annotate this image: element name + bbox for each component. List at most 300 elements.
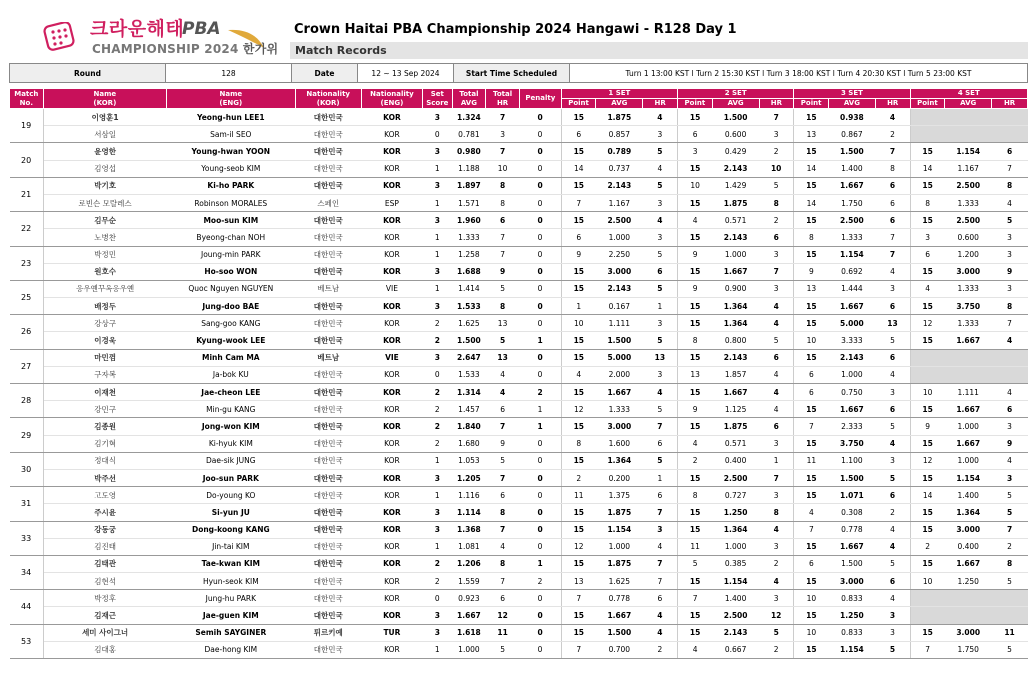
set4-hr: 4 [992,332,1028,349]
penalty: 0 [519,521,561,538]
set4-avg: 3.000 [945,521,992,538]
table-row [10,109,1028,126]
col-match-no [10,89,44,109]
date-label: Date [292,64,358,83]
total-avg: 0.980 [452,143,486,160]
match-number: 21 [10,177,44,211]
set3-avg: 1.154 [828,641,875,658]
set3-point: 9 [794,263,829,280]
col-namekor-l2: (KOR) [93,98,117,107]
nationality-kor: 대한민국 [295,401,361,418]
set4-hr: 5 [992,504,1028,521]
nationality-eng: KOR [361,521,422,538]
set2-avg: 0.900 [712,280,759,297]
set4-point [910,126,945,143]
set4-avg: 1.333 [945,194,992,211]
set4-avg [945,109,992,126]
nationality-kor: 대한민국 [295,504,361,521]
set2-point: 7 [678,590,713,607]
total-avg: 1.053 [452,452,486,469]
set4-point: 14 [910,160,945,177]
col-set-4: 4 SET [910,89,1027,99]
col-setscore-l1: Set [430,89,444,98]
set2-hr: 10 [759,160,794,177]
player-name-eng: Sang-goo KANG [167,315,296,332]
set3-avg: 1.500 [828,555,875,572]
set4-avg: 3.750 [945,298,992,315]
set3-point: 14 [794,194,829,211]
set3-avg: 1.400 [828,160,875,177]
match-number: 19 [10,109,44,143]
set2-avg: 1.429 [712,177,759,194]
set1-point: 15 [561,263,596,280]
player-name-eng: Si-yun JU [167,504,296,521]
penalty: 0 [519,349,561,366]
set3-hr: 3 [875,607,910,624]
col-set3-hr: HR [875,99,910,109]
nationality-eng: KOR [361,469,422,486]
total-hr: 10 [486,160,520,177]
set2-avg: 1.125 [712,401,759,418]
total-avg: 1.333 [452,229,486,246]
set2-hr: 4 [759,573,794,590]
total-avg: 1.500 [452,332,486,349]
set2-point: 8 [678,487,713,504]
set-score: 1 [423,487,453,504]
nationality-kor: 대한민국 [295,452,361,469]
set2-point: 15 [678,573,713,590]
nationality-eng: KOR [361,573,422,590]
set2-hr: 4 [759,401,794,418]
set3-avg: 1.154 [828,246,875,263]
nationality-kor: 스페인 [295,194,361,211]
nationality-kor: 대한민국 [295,607,361,624]
set2-avg: 2.143 [712,349,759,366]
set3-point: 6 [794,366,829,383]
set3-point: 15 [794,349,829,366]
nationality-eng: KOR [361,315,422,332]
col-totalhr-l2: HR [496,98,509,107]
nationality-eng: KOR [361,246,422,263]
set4-avg: 1.000 [945,452,992,469]
set4-point: 15 [910,521,945,538]
penalty: 0 [519,246,561,263]
set1-hr: 7 [643,555,678,572]
player-name-kor: 고도영 [43,487,166,504]
nationality-kor: 대한민국 [295,590,361,607]
nationality-kor: 대한민국 [295,177,361,194]
set2-avg: 2.500 [712,607,759,624]
set2-avg: 2.143 [712,160,759,177]
table-row [10,469,1028,486]
set3-avg: 1.444 [828,280,875,297]
table-row [10,332,1028,349]
set1-hr: 3 [643,194,678,211]
penalty: 1 [519,401,561,418]
set2-hr: 7 [759,469,794,486]
total-avg: 1.960 [452,212,486,229]
set2-hr: 4 [759,384,794,401]
set4-point: 2 [910,538,945,555]
match-number: 33 [10,521,44,555]
set1-avg: 1.875 [596,109,643,126]
set1-hr: 5 [643,332,678,349]
set1-avg: 0.789 [596,143,643,160]
col-set3-avg: AVG [828,99,875,109]
set2-point: 9 [678,401,713,418]
nationality-kor: 대한민국 [295,315,361,332]
set4-point: 7 [910,641,945,658]
total-avg: 1.206 [452,555,486,572]
set1-avg: 1.000 [596,538,643,555]
nationality-eng: KOR [361,487,422,504]
total-avg: 1.897 [452,177,486,194]
set2-point: 2 [678,452,713,469]
set1-point: 15 [561,418,596,435]
set3-avg: 5.000 [828,315,875,332]
player-name-kor: 김대홍 [43,641,166,658]
set2-point: 15 [678,109,713,126]
player-name-kor: 박정후 [43,590,166,607]
total-hr: 6 [486,487,520,504]
set2-hr: 7 [759,109,794,126]
set4-point: 15 [910,624,945,641]
player-name-kor: 마민껌 [43,349,166,366]
table-row [10,160,1028,177]
col-nameeng-l1: Name [219,89,243,98]
table-row [10,624,1028,641]
set3-avg: 1.667 [828,538,875,555]
set-score: 1 [423,452,453,469]
total-hr: 6 [486,212,520,229]
set4-point: 15 [910,177,945,194]
table-row [10,504,1028,521]
set3-point: 8 [794,229,829,246]
set4-point [910,109,945,126]
set3-point: 15 [794,487,829,504]
set-score: 1 [423,246,453,263]
set2-hr: 3 [759,246,794,263]
set2-avg: 0.400 [712,452,759,469]
set4-point: 15 [910,504,945,521]
table-row [10,126,1028,143]
nationality-eng: KOR [361,504,422,521]
set4-hr [992,366,1028,383]
set1-point: 6 [561,126,596,143]
set2-avg: 1.875 [712,194,759,211]
set2-avg: 1.667 [712,263,759,280]
set3-point: 15 [794,573,829,590]
set1-hr: 4 [643,212,678,229]
set4-point: 8 [910,194,945,211]
player-name-kor: 이재천 [43,384,166,401]
total-hr: 7 [486,143,520,160]
total-avg: 1.667 [452,607,486,624]
set4-avg: 1.167 [945,160,992,177]
player-name-kor: 구자복 [43,366,166,383]
table-row [10,212,1028,229]
set2-point: 15 [678,315,713,332]
table-row [10,418,1028,435]
table-row [10,641,1028,658]
total-hr: 4 [486,538,520,555]
set1-avg: 1.500 [596,624,643,641]
penalty: 0 [519,641,561,658]
col-set-2: 2 SET [678,89,794,99]
set2-point: 15 [678,229,713,246]
total-hr: 5 [486,452,520,469]
set1-point: 2 [561,469,596,486]
set4-hr [992,109,1028,126]
col-natkor-l1: Nationality [306,89,350,98]
set3-hr: 7 [875,143,910,160]
player-name-eng: Jung-hu PARK [167,590,296,607]
nationality-eng: KOR [361,229,422,246]
set1-avg: 1.667 [596,607,643,624]
penalty: 1 [519,418,561,435]
set3-point: 15 [794,246,829,263]
set1-point: 15 [561,504,596,521]
set4-avg [945,366,992,383]
set2-avg: 1.857 [712,366,759,383]
set1-hr: 7 [643,504,678,521]
table-row [10,573,1028,590]
set1-point: 4 [561,366,596,383]
set3-avg: 1.500 [828,143,875,160]
set2-point: 11 [678,538,713,555]
set1-hr: 3 [643,366,678,383]
player-name-kor: 강동궁 [43,521,166,538]
player-name-kor: 김진태 [43,538,166,555]
set1-hr: 7 [643,573,678,590]
player-name-eng: Jung-doo BAE [167,298,296,315]
match-number: 26 [10,315,44,349]
nationality-eng: KOR [361,143,422,160]
set4-point: 9 [910,418,945,435]
set1-avg: 1.000 [596,229,643,246]
player-name-kor: 김태관 [43,555,166,572]
set-score: 3 [423,109,453,126]
nationality-kor: 대한민국 [295,332,361,349]
set4-avg: 1.667 [945,435,992,452]
set-score: 3 [423,349,453,366]
set3-avg: 0.750 [828,384,875,401]
table-row [10,143,1028,160]
total-hr: 7 [486,109,520,126]
player-name-kor: 주시윤 [43,504,166,521]
player-name-eng: Joung-min PARK [167,246,296,263]
set2-avg: 1.364 [712,521,759,538]
player-name-eng: Ki-hyuk KIM [167,435,296,452]
set2-point: 4 [678,641,713,658]
set-score: 3 [423,624,453,641]
nationality-eng: KOR [361,109,422,126]
set1-point: 15 [561,280,596,297]
player-name-eng: Joo-sun PARK [167,469,296,486]
set1-hr: 6 [643,263,678,280]
penalty: 2 [519,573,561,590]
player-name-eng: Jae-cheon LEE [167,384,296,401]
player-name-kor: 이경욱 [43,332,166,349]
set4-avg [945,349,992,366]
nationality-kor: 대한민국 [295,435,361,452]
set2-point: 15 [678,504,713,521]
nationality-eng: ESP [361,194,422,211]
set4-point: 15 [910,555,945,572]
player-name-kor: 이영훈1 [43,109,166,126]
set3-hr: 6 [875,177,910,194]
set1-hr: 4 [643,160,678,177]
set-score: 1 [423,538,453,555]
set4-hr: 8 [992,555,1028,572]
set1-hr: 1 [643,298,678,315]
player-name-eng: Do-young KO [167,487,296,504]
total-avg: 2.647 [452,349,486,366]
nationality-eng: VIE [361,349,422,366]
penalty: 0 [519,590,561,607]
set3-hr: 3 [875,624,910,641]
set2-point: 5 [678,555,713,572]
player-name-eng: Dong-koong KANG [167,521,296,538]
set1-point: 7 [561,194,596,211]
total-hr: 3 [486,126,520,143]
nationality-kor: 대한민국 [295,521,361,538]
set2-avg: 0.429 [712,143,759,160]
col-set-score [423,89,453,109]
col-set2-avg: AVG [712,99,759,109]
set2-hr: 3 [759,435,794,452]
set3-avg: 1.750 [828,194,875,211]
set4-hr: 8 [992,177,1028,194]
set3-hr: 3 [875,280,910,297]
total-avg: 1.688 [452,263,486,280]
set2-hr: 2 [759,641,794,658]
match-number: 29 [10,418,44,452]
set1-avg: 1.154 [596,521,643,538]
set-score: 0 [423,126,453,143]
player-name-kor: 김기혁 [43,435,166,452]
total-hr: 5 [486,280,520,297]
match-number: 23 [10,246,44,280]
set3-point: 15 [794,435,829,452]
nationality-eng: TUR [361,624,422,641]
set1-avg: 2.143 [596,177,643,194]
col-nationality-kor [295,89,361,109]
set3-avg: 0.938 [828,109,875,126]
set1-point: 15 [561,452,596,469]
set3-hr: 4 [875,590,910,607]
table-row [10,315,1028,332]
set4-point: 15 [910,143,945,160]
set3-point: 15 [794,177,829,194]
set1-point: 15 [561,143,596,160]
set4-avg [945,607,992,624]
set4-hr: 4 [992,384,1028,401]
set2-avg: 0.571 [712,212,759,229]
set3-hr: 4 [875,435,910,452]
nationality-eng: KOR [361,401,422,418]
total-avg: 1.324 [452,109,486,126]
logo-pba-text: PBA [182,19,221,39]
set4-avg: 1.667 [945,332,992,349]
set2-avg: 0.667 [712,641,759,658]
set1-hr: 3 [643,229,678,246]
nationality-eng: KOR [361,538,422,555]
penalty: 0 [519,504,561,521]
set2-avg: 2.500 [712,469,759,486]
set4-avg: 1.364 [945,504,992,521]
set1-hr: 5 [643,143,678,160]
player-name-kor: 박주선 [43,469,166,486]
set2-point: 15 [678,418,713,435]
set1-point: 15 [561,384,596,401]
set2-avg: 0.571 [712,435,759,452]
penalty: 0 [519,538,561,555]
set4-avg: 1.154 [945,469,992,486]
nationality-kor: 대한민국 [295,126,361,143]
set4-point [910,366,945,383]
dice-icon [40,22,78,52]
set2-point: 9 [678,280,713,297]
nationality-kor: 대한민국 [295,573,361,590]
penalty: 0 [519,298,561,315]
set3-hr: 5 [875,332,910,349]
penalty: 0 [519,280,561,297]
set4-avg: 1.000 [945,418,992,435]
set1-point: 15 [561,607,596,624]
col-natkor-l2: (KOR) [316,98,340,107]
set2-hr: 8 [759,504,794,521]
player-name-eng: Dae-sik JUNG [167,452,296,469]
set2-hr: 3 [759,590,794,607]
set-score: 0 [423,366,453,383]
set4-avg: 1.400 [945,487,992,504]
penalty: 0 [519,229,561,246]
set4-avg: 1.750 [945,641,992,658]
table-row [10,246,1028,263]
total-hr: 8 [486,298,520,315]
set3-hr: 5 [875,641,910,658]
nationality-kor: 베트남 [295,280,361,297]
set1-point: 1 [561,298,596,315]
set1-avg: 3.000 [596,418,643,435]
total-avg: 1.414 [452,280,486,297]
player-name-kor: 김현석 [43,573,166,590]
set2-point: 13 [678,366,713,383]
set4-avg [945,590,992,607]
player-name-eng: Yeong-hun LEE1 [167,109,296,126]
set1-point: 7 [561,590,596,607]
set3-avg: 0.308 [828,504,875,521]
player-name-kor: 세미 사이그너 [43,624,166,641]
set3-avg: 1.333 [828,229,875,246]
set3-point: 15 [794,143,829,160]
set1-avg: 1.667 [596,384,643,401]
penalty: 0 [519,109,561,126]
set1-hr: 1 [643,469,678,486]
col-setscore-l2: Score [426,98,449,107]
set1-avg: 2.000 [596,366,643,383]
set1-hr: 6 [643,435,678,452]
set4-point: 15 [910,263,945,280]
set1-hr: 7 [643,418,678,435]
set2-hr: 12 [759,607,794,624]
total-avg: 1.533 [452,298,486,315]
nationality-eng: KOR [361,126,422,143]
total-avg: 1.314 [452,384,486,401]
set-score: 1 [423,160,453,177]
player-name-kor: 정대식 [43,452,166,469]
